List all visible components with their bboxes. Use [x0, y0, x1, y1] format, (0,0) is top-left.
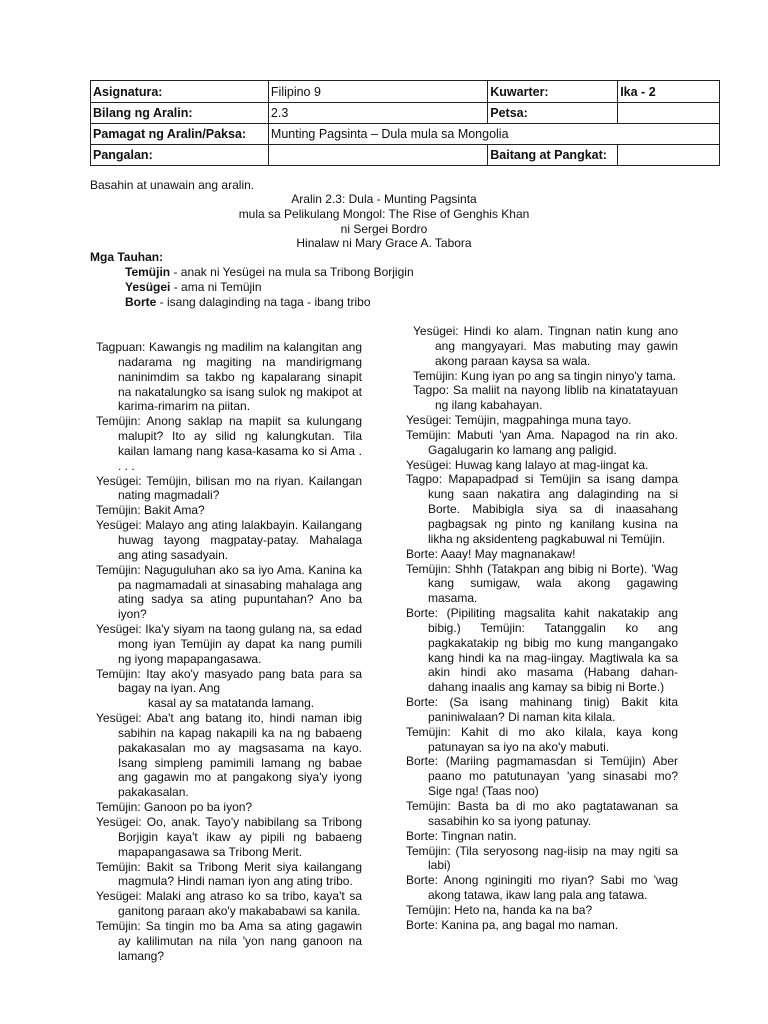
dialogue-line: Yesügei: Temüjin, bilisan mo na riyan. Kailangan nating magmadali? — [96, 473, 362, 503]
dialogue-line: Yesügei: Huwag kang lalayo at mag-iingat ka. — [406, 457, 649, 472]
dialogue-column-right — [406, 324, 678, 933]
dialogue-line: Temüjin: Bakit Ama? — [96, 503, 205, 518]
dialogue-line: Borte: Aaay! May magnanakaw! — [406, 546, 576, 561]
kuwarter-value: Ika - 2 — [618, 81, 720, 103]
kuwarter-label: Kuwarter: — [488, 81, 618, 103]
dialogue-line: Borte: Tingnan natin. — [406, 828, 517, 843]
dialogue-line: Borte: (Pipiliting magsalita kahit nakatakip ang bibig.) Temüjin: Tatanggalin ko ang pagkakatakip ng bibig mo kung mangangako kang hindi ka na mag-iingay. Magtiwala ka sa akin hindi ako masama (Habang dahan-dahang inaalis ang kamay sa bibig ni Borte.) — [406, 606, 678, 695]
lesson-source: mula sa Pelikulang Mongol: The Rise of Genghis Khan — [238, 206, 530, 221]
bilang-value: 2.3 — [268, 103, 487, 124]
info-row — [91, 81, 720, 103]
lesson-title: Aralin 2.3: Dula - Munting Pagsinta — [291, 192, 477, 206]
character-item — [90, 280, 414, 295]
instruction-text: Basahin at unawain ang aralin. — [90, 178, 255, 192]
baitang-value[interactable] — [618, 145, 720, 166]
dialogue-line: Temüjin: Kahit di mo ako kilala, kaya kong patunayan sa iyo na ako'y mabuti. — [406, 724, 678, 754]
dialogue-line: Tagpuan: Kawangis ng madilim na kalangitan ang nadarama ng magiting na mandirigmang naninimdim sa takbo ng kapalarang sinapit na nakatalungko sa isang sulok ng makipot at karima-rimarim na piitan. — [96, 340, 362, 414]
character-desc: - anak ni Yesügei na mula sa Tribong Borjigin — [170, 265, 414, 279]
lesson-heading — [90, 192, 678, 251]
dialogue-line: Yesügei: Aba't ang batang ito, hindi naman ibig sabihin na kapag nakapili ka na ng babaeng pakakasalan mo ay magsasama na kayo. Isang simpleng pamimili lamang ng babae ang gagawin mo at pangakong siya'y iyong pakakasalan. — [96, 711, 362, 800]
character-desc: - ama ni Temüjin — [170, 280, 262, 294]
dialogue-line: Tagpo: Mapapadpad si Temüjin sa isang dampa kung saan nakatira ang dalaginding na si Borte. Mabibigla siya sa di inaasahang pagbagsak ng pinto ng kanilang kusina na likha ng aksidenteng pagkabuwal ni Temüjin. — [406, 472, 678, 546]
dialogue-continuation: kasal ay sa matatanda lamang. — [148, 696, 315, 711]
baitang-label: Baitang at Pangkat: — [488, 145, 618, 166]
character-name: Borte — [125, 295, 157, 309]
dialogue-line: Temüjin: Basta ba di mo ako pagtatawanan sa sasabihin ko sa iyong patunay. — [406, 799, 678, 828]
dialogue-line: Temüjin: Anong saklap na mapiit sa kulungang malupit? Ito ay silid ng kalungkutan. Tila kailan lamang nang kasa-kasama ko si Ama . . . . — [96, 414, 362, 473]
dialogue-line: Yesügei: Ika'y siyam na taong gulang na, sa edad mong iyan Temüjin ay dapat ka nang pumili ng iyong mapapangasawa. — [96, 622, 362, 666]
pangalan-value[interactable] — [268, 145, 487, 166]
dialogue-line: Yesügei: Malayo ang ating lalakbayin. Kailangang huwag tayong magpatay-patay. Mahalaga ang ating sasadyain. — [96, 518, 362, 562]
character-item — [90, 295, 414, 310]
dialogue-line: Temüjin: (Tila seryosong nag-iisip na may ngiti sa labi) — [406, 843, 678, 873]
character-name: Temüjin — [125, 265, 171, 279]
dialogue-line: Temüjin: Ganoon po ba iyon? — [96, 800, 253, 815]
character-name: Yesügei — [125, 280, 171, 294]
dialogue-line: Tagpo: Sa maliit na nayong liblib na kinatatayuan ng ilang kabahayan. — [413, 383, 678, 413]
dialogue-line: Temüjin: Itay ako'y masyado pang bata para sa bagay na iyan. Ang — [96, 666, 362, 696]
lesson-author: ni Sergei Bordro — [340, 221, 428, 236]
info-row — [91, 145, 720, 166]
dialogue-line: Borte: Kanina pa, ang bagal mo naman. — [406, 917, 619, 932]
petsa-value[interactable] — [618, 103, 720, 124]
dialogue-line: Temüjin: Sa tingin mo ba Ama sa ating gagawin ay kalilimutan na nila 'yon nang ganoon na lamang? — [96, 918, 362, 963]
asignatura-value: Filipino 9 — [268, 81, 487, 103]
dialogue-line: Yesügei: Malaki ang atraso ko sa tribo, kaya't sa ganitong paraan ako'y makababawi sa kanila. — [96, 889, 362, 919]
dialogue-line: Temüjin: Kung iyan po ang sa tingin ninyo'y tama. — [413, 368, 677, 383]
characters-section — [90, 250, 414, 310]
character-item — [90, 265, 414, 280]
dialogue-column-left — [96, 340, 362, 963]
dialogue-line: Borte: (Mariing pagmamasdan si Temüjin) Aber paano mo patutunayan 'yang sinasabi mo? Sige nga! (Taas noo) — [406, 754, 678, 799]
info-row — [91, 103, 720, 124]
pangalan-label: Pangalan: — [91, 145, 269, 166]
dialogue-line: Temüjin: Heto na, handa ka na ba? — [406, 902, 593, 917]
dialogue-line: Temüjin: Naguguluhan ako sa iyo Ama. Kanina ka pa nagmamadali at sinasabing mahalaga ang ating sadya sa ating pupuntahan? Ano ba iyon? — [96, 562, 362, 622]
pamagat-label: Pamagat ng Aralin/Paksa: — [91, 124, 269, 145]
info-row — [91, 124, 720, 145]
bilang-label: Bilang ng Aralin: — [91, 103, 269, 124]
dialogue-line: Borte: Anong nginingiti mo riyan? Sabi mo 'wag akong tatawa, ikaw lang pala ang tatawa. — [406, 873, 678, 903]
dialogue-line: Temüjin: Mabuti 'yan Ama. Napagod na rin ako. Gagalugarin ko lamang ang paligid. — [406, 427, 678, 457]
dialogue-line: Yesügei: Hindi ko alam. Tingnan natin kung ano ang mangyayari. Mas mabuting may gawin akong paraan kaysa sa wala. — [413, 324, 678, 368]
lesson-adapter: Hinalaw ni Mary Grace A. Tabora — [296, 236, 472, 251]
characters-title: Mga Tauhan: — [90, 250, 164, 264]
dialogue-line: Temüjin: Shhh (Tatakpan ang bibig ni Borte). 'Wag kang sumigaw, wala akong gagawing masama. — [406, 561, 678, 606]
pamagat-value: Munting Pagsinta – Dula mula sa Mongolia — [268, 124, 719, 145]
dialogue-line: Yesügei: Oo, anak. Tayo'y nabibilang sa Tribong Borjigin kaya't ikaw ay pipili ng babaeng mapapangasawa sa Tribong Merit. — [96, 815, 362, 859]
dialogue-line: Borte: (Sa isang mahinang tinig) Bakit kita paniniwalaan? Di naman kita kilala. — [406, 695, 678, 724]
lesson-info-table — [90, 80, 720, 166]
dialogue-line: Yesügei: Temüjin, magpahinga muna tayo. — [406, 413, 632, 428]
petsa-label: Petsa: — [488, 103, 618, 124]
asignatura-label: Asignatura: — [91, 81, 269, 103]
dialogue-line: Temüjin: Bakit sa Tribong Merit siya kailangang magmula? Hindi naman iyon ang ating tribo. — [96, 859, 362, 889]
character-desc: - isang dalaginding na taga - ibang tribo — [156, 295, 371, 309]
